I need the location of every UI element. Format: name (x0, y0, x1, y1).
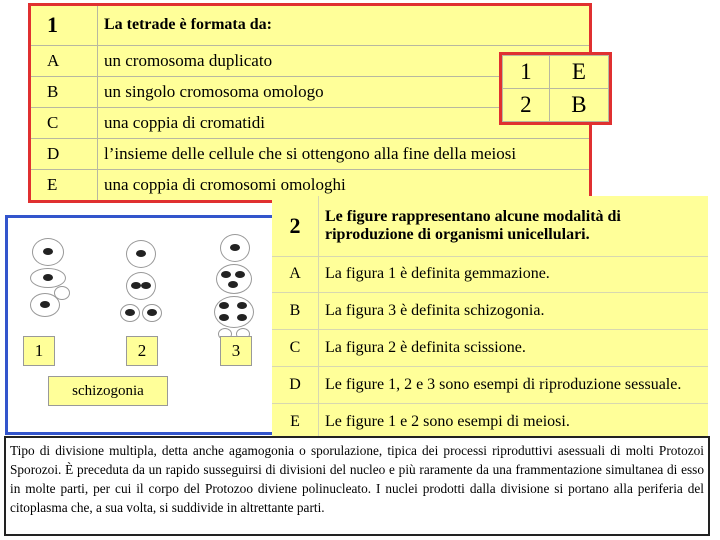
option-letter: A (272, 256, 319, 293)
nucleus (136, 250, 146, 257)
nucleus (221, 271, 231, 278)
question-1-header-row (31, 6, 589, 45)
option-text: La figura 3 è definita schizogonia. (319, 293, 709, 330)
question-1-title: La tetrade è formata da: (98, 6, 590, 45)
question-2-option-row[interactable] (272, 367, 708, 404)
nucleus (40, 301, 50, 308)
figure-label-1: 1 (23, 336, 55, 366)
cell-illustration (214, 296, 254, 328)
nucleus (147, 309, 157, 316)
nucleus (125, 309, 135, 316)
cell-illustration (32, 238, 64, 266)
cell-illustration (30, 268, 66, 288)
cell-illustration (142, 304, 162, 322)
nucleus (228, 281, 238, 288)
option-text: l’insieme delle cellule che si ottengono alla fine della meiosi (98, 139, 590, 170)
option-text: Le figure 1 e 2 sono esempi di meiosi. (319, 404, 709, 441)
cell-illustration (220, 234, 250, 262)
question-2-table (272, 196, 708, 441)
cell-illustration (126, 272, 156, 300)
option-letter: C (31, 107, 98, 138)
question-1-number: 1 (31, 6, 98, 45)
bud-illustration (54, 286, 70, 300)
question-2-number: 2 (272, 196, 319, 256)
nucleus (219, 314, 229, 321)
nucleus (43, 274, 53, 281)
figure-label-2: 2 (126, 336, 158, 366)
question-2-title: Le figure rappresentano alcune modalità di riproduzione di organismi unicellulari. (319, 196, 709, 256)
nucleus (131, 282, 141, 289)
option-text: Le figure 1, 2 e 3 sono esempi di riproduzione sessuale. (319, 367, 709, 404)
option-letter: E (31, 170, 98, 200)
cell-illustration (216, 264, 252, 294)
schizogonia-caption: schizogonia (48, 376, 168, 406)
option-letter: B (272, 293, 319, 330)
option-letter: D (272, 367, 319, 404)
answer-key-table (502, 55, 609, 122)
answer-row (503, 56, 609, 89)
cell-illustration (120, 304, 140, 322)
cell-illustration (126, 240, 156, 268)
question-2-option-row[interactable] (272, 293, 708, 330)
option-text: un cromosoma duplicato (98, 45, 590, 76)
option-text: La figura 1 è definita gemmazione. (319, 256, 709, 293)
option-text: una coppia di cromatidi (98, 107, 590, 138)
schizogonia-definition: Tipo di divisione multipla, detta anche agamogonia o sporulazione, tipica dei processi riproduttivi asessuali di molti Protozoi Sporozoi. È preceduta da un rapido susseguirsi di divisioni del nucleo e più raramente da una frammentazione simultanea di esso in molte parti, per cui il corpo del Protozoo diviene polinucleato. I nuclei prodotti dalla divisione si portano alla periferia del citoplasma che, a sua volta, si suddivide in altrettante parti. (4, 436, 710, 536)
nucleus (43, 248, 53, 255)
nucleus (141, 282, 151, 289)
question-2-option-row[interactable] (272, 256, 708, 293)
reproduction-figure-panel (5, 215, 280, 435)
answer-row (503, 89, 609, 122)
option-letter: C (272, 330, 319, 367)
option-letter: B (31, 76, 98, 107)
question-2-option-row[interactable] (272, 330, 708, 367)
answer-question-number: 1 (503, 56, 550, 89)
answer-letter: E (549, 56, 608, 89)
nucleus (230, 244, 240, 251)
question-2-option-row[interactable] (272, 404, 708, 441)
question-2-panel (272, 196, 708, 441)
option-text: un singolo cromosoma omologo (98, 76, 590, 107)
question-2-header-row (272, 196, 708, 256)
figure-label-3: 3 (220, 336, 252, 366)
option-letter: D (31, 139, 98, 170)
nucleus (237, 302, 247, 309)
nucleus (237, 314, 247, 321)
option-text: La figura 2 è definita scissione. (319, 330, 709, 367)
answer-letter: B (549, 89, 608, 122)
option-text: una coppia di cromosomi omologhi (104, 175, 346, 195)
answer-key-box (499, 52, 612, 125)
question-1-option-row[interactable] (31, 139, 589, 170)
option-letter: A (31, 45, 98, 76)
answer-question-number: 2 (503, 89, 550, 122)
nucleus (219, 302, 229, 309)
nucleus (235, 271, 245, 278)
option-letter: E (272, 404, 319, 441)
